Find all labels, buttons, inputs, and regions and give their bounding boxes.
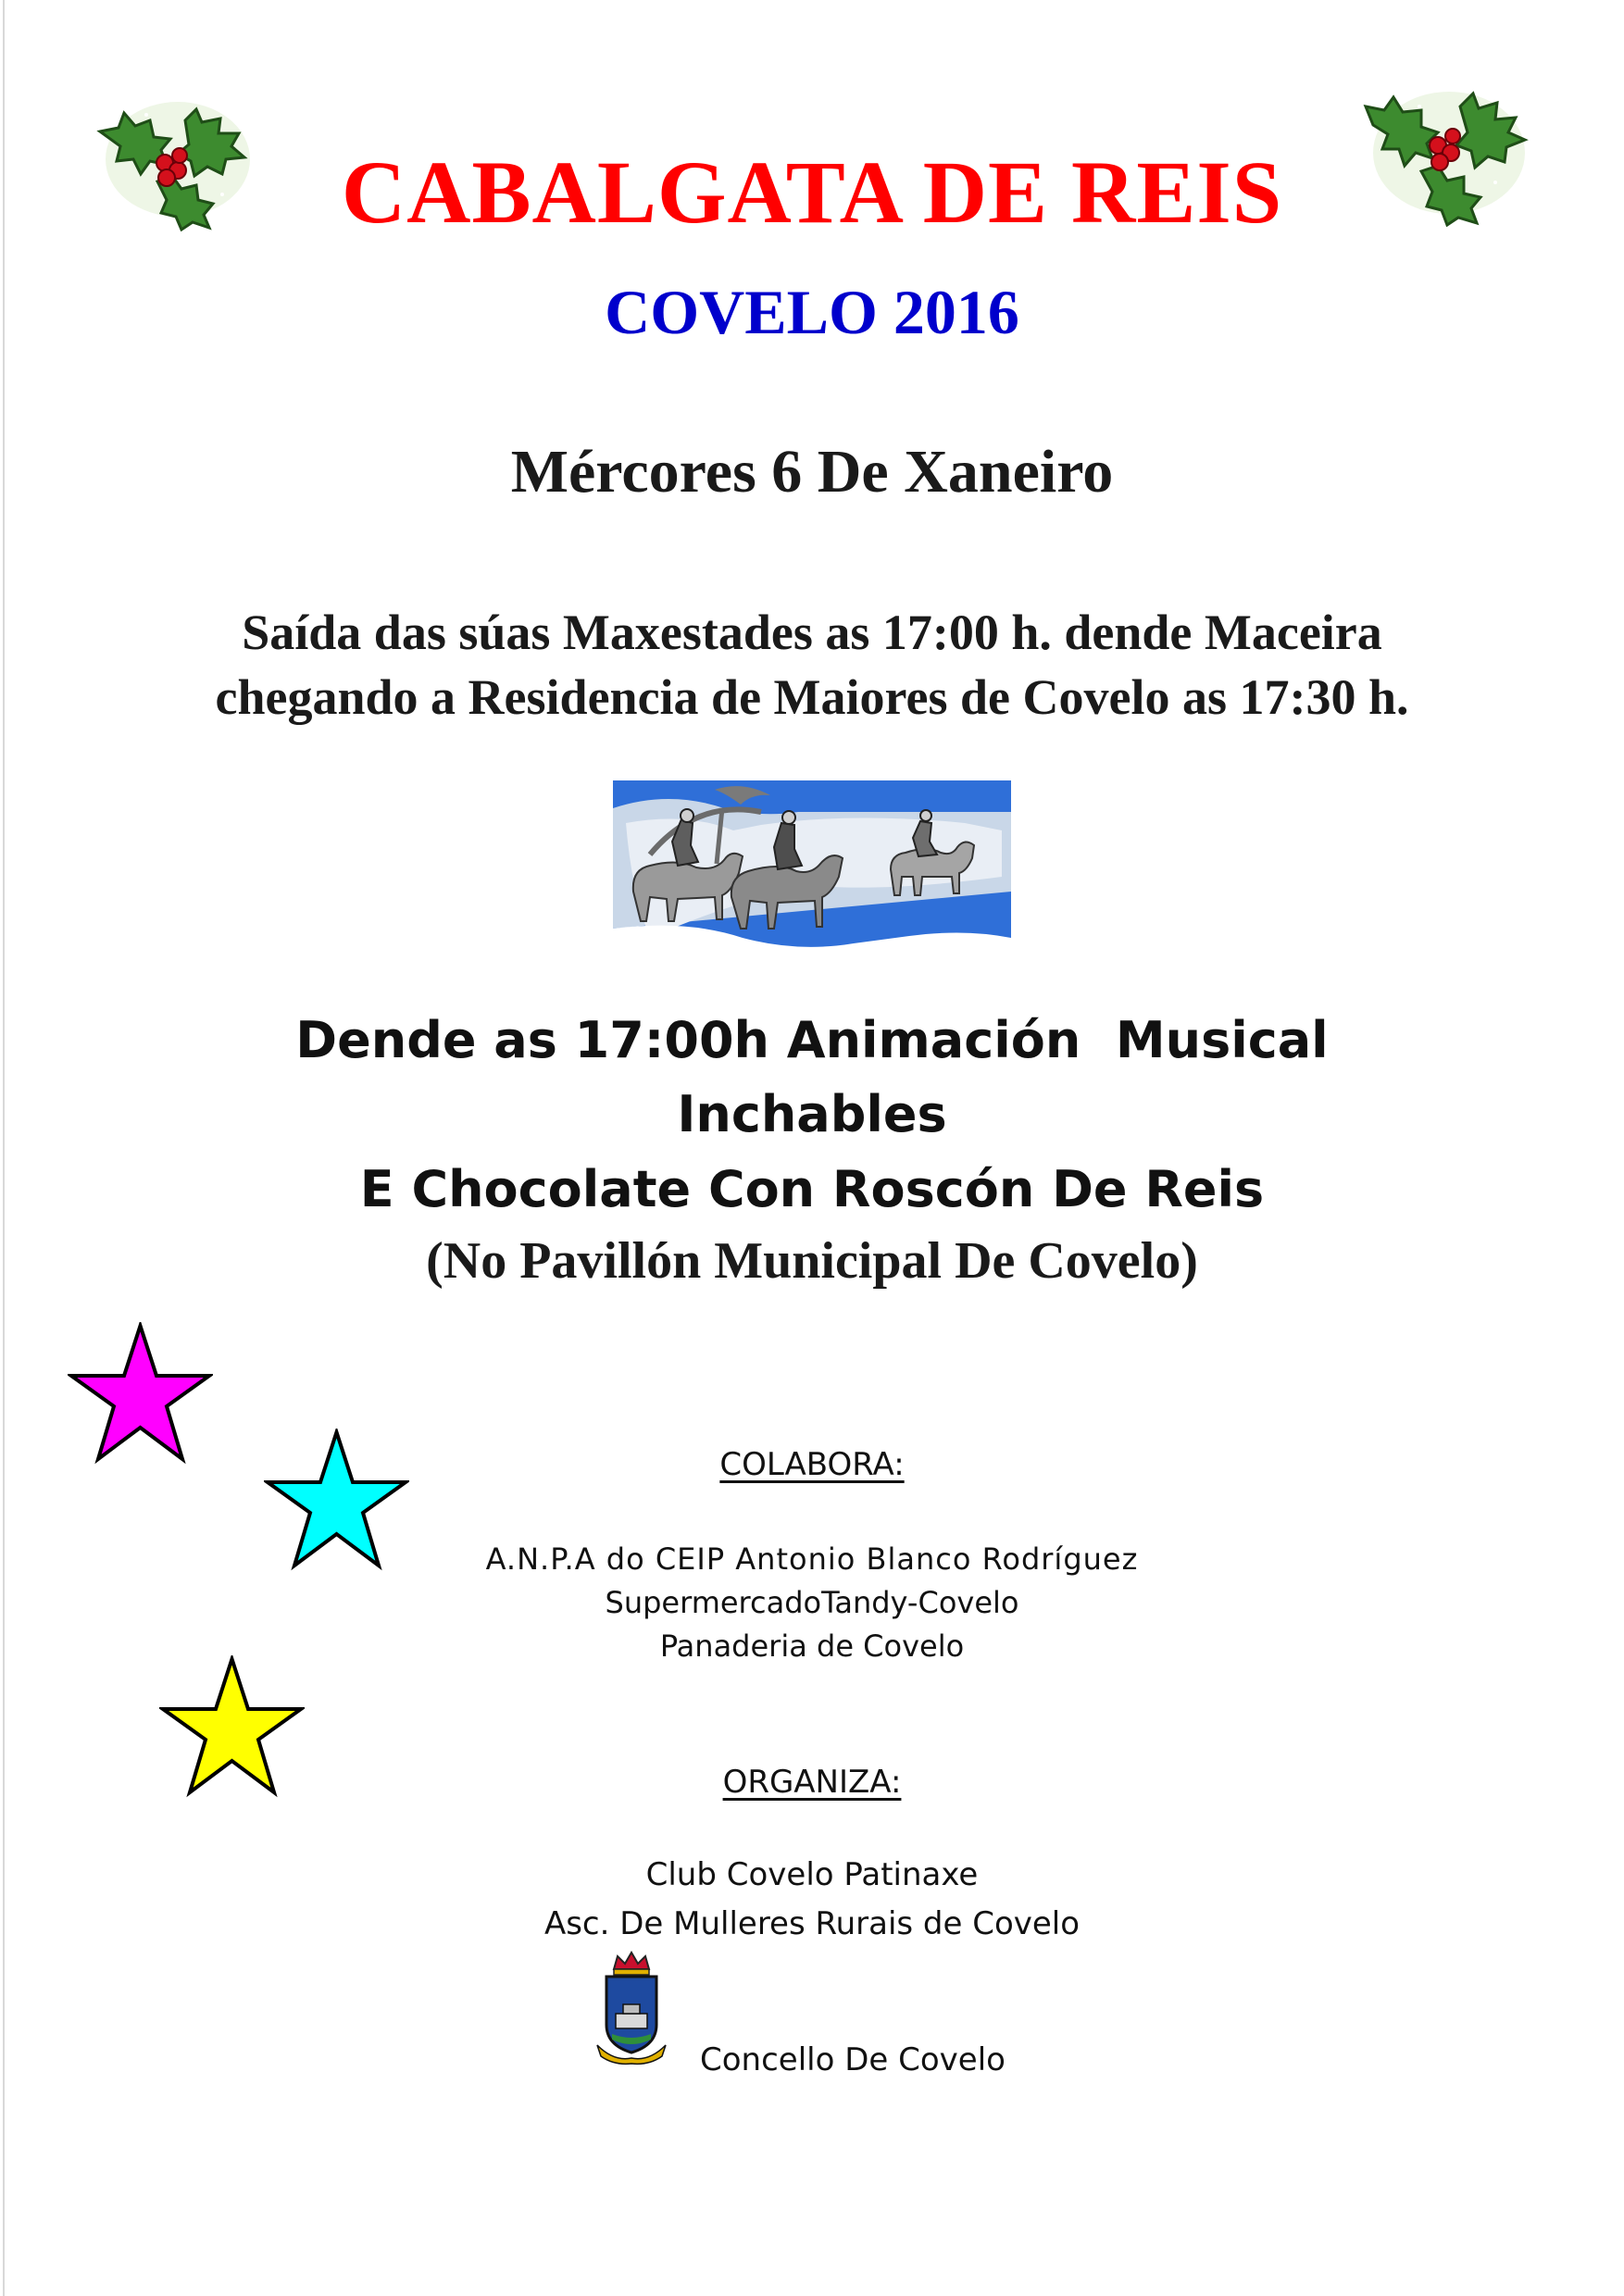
activity-line: Inchables bbox=[677, 1085, 947, 1143]
departure-info bbox=[0, 600, 1624, 730]
event-date: Mércores 6 De Xaneiro bbox=[510, 438, 1114, 505]
star-icon bbox=[68, 1322, 213, 1466]
event-subtitle: COVELO 2016 bbox=[605, 277, 1019, 347]
departure-line-1: Saída das súas Maxestades as 17:00 h. dende Maceira bbox=[242, 605, 1382, 660]
colabora-entry: A.N.P.A do CEIP Antonio Blanco Rodríguez bbox=[485, 1541, 1139, 1577]
venue-line: (No Pavillón Municipal De Covelo) bbox=[426, 1232, 1198, 1290]
page-title: CABALGATA DE REIS bbox=[341, 143, 1283, 242]
organiza-heading: ORGANIZA: bbox=[722, 1764, 902, 1801]
coat-of-arms-icon bbox=[595, 1949, 668, 2065]
colabora-entry: SupermercadoTandy-Covelo bbox=[605, 1585, 1019, 1620]
activity-line: Dende as 17:00h Animación Musical bbox=[295, 1011, 1329, 1069]
departure-line-2: chegando a Residencia de Maiores de Covelo as 17:30 h. bbox=[215, 669, 1409, 725]
organiza-entry: Asc. De Mulleres Rurais de Covelo bbox=[543, 1905, 1081, 1942]
organiza-entry: Concello De Covelo bbox=[700, 2041, 1006, 2078]
star-shape bbox=[71, 1326, 209, 1459]
organiza-entry: Club Covelo Patinaxe bbox=[645, 1856, 979, 1893]
colabora-entry: Panaderia de Covelo bbox=[659, 1628, 965, 1664]
activity-line: E Chocolate Con Roscón De Reis bbox=[359, 1160, 1265, 1218]
colabora-heading: COLABORA: bbox=[719, 1446, 905, 1483]
three-kings-image bbox=[613, 780, 1011, 970]
